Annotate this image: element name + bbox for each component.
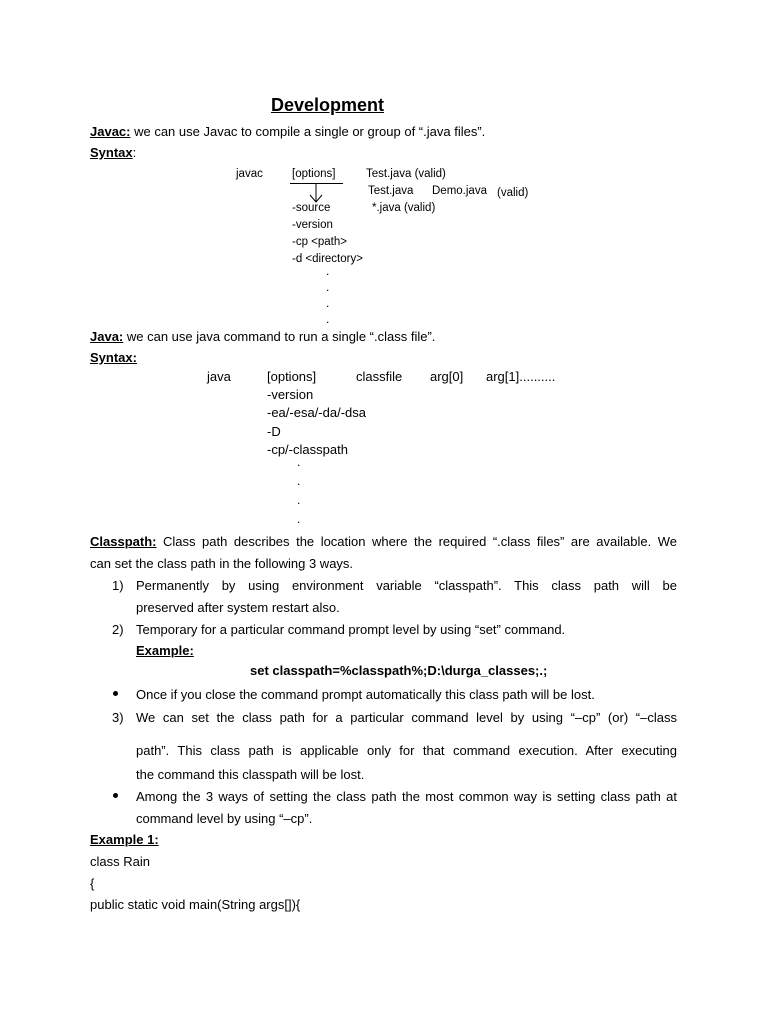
java-label: Java: xyxy=(90,329,124,344)
javac-syntax-heading xyxy=(90,145,136,160)
java-continuation-dot: . xyxy=(297,474,301,488)
javac-paragraph xyxy=(90,124,485,139)
list-number: 1) xyxy=(112,578,124,593)
javac-description: we can use Javac to compile a single or group of “.java files”. xyxy=(130,124,486,139)
javac-continuation-dot: . xyxy=(326,312,330,326)
javac-options-label: [options] xyxy=(292,168,336,180)
java-option-version: -version xyxy=(267,387,314,402)
list-item-1-line1: Permanently by using environment variable “classpath”. This class path will be xyxy=(136,578,677,593)
java-classfile-label: classfile xyxy=(356,369,403,384)
javac-continuation-dot: . xyxy=(326,296,330,310)
javac-file-test-valid: Test.java (valid) xyxy=(366,168,446,180)
java-command: java xyxy=(207,369,231,384)
classpath-paragraph-line2: can set the class path in the following 3 ways. xyxy=(90,556,354,571)
code-line: { xyxy=(90,876,95,891)
javac-option-cp: -cp <path> xyxy=(292,236,347,248)
java-arg1-label: arg[1].......... xyxy=(486,369,556,384)
list-item-3-line1: We can set the class path for a particular command level by using “–cp” (or) “–class xyxy=(136,710,677,725)
classpath-description: Class path describes the location where the required “.class files” are available. We xyxy=(156,534,677,549)
java-continuation-dot: . xyxy=(297,455,301,469)
java-syntax-label: Syntax: xyxy=(90,350,137,365)
list-number: 3) xyxy=(112,710,124,725)
javac-label: Javac: xyxy=(90,124,131,139)
javac-option-version: -version xyxy=(292,219,333,231)
list-number: 2) xyxy=(112,622,124,637)
bullet-dot xyxy=(113,793,118,798)
list-item-2-line1: Temporary for a particular command prompt level by using “set” command. xyxy=(136,622,566,637)
javac-option-source: -source xyxy=(292,202,331,214)
java-options-label: [options] xyxy=(267,369,317,384)
javac-continuation-dot: . xyxy=(326,280,330,294)
example-set-classpath-command: set classpath=%classpath%;D:\durga_classes;.; xyxy=(250,663,548,678)
javac-syntax-label: Syntax xyxy=(90,145,133,160)
code-line: public static void main(String args[]){ xyxy=(90,897,301,912)
java-option-classpath: -cp/-classpath xyxy=(267,442,348,457)
classpath-label: Classpath: xyxy=(90,534,157,549)
example-label: Example: xyxy=(136,643,194,658)
example1-label: Example 1: xyxy=(90,832,159,847)
bullet-dot xyxy=(113,691,118,696)
javac-file-demo-valid: (valid) xyxy=(497,187,529,199)
java-option-d: -D xyxy=(267,424,281,439)
java-arg0-label: arg[0] xyxy=(430,369,464,384)
bullet-1-text: Once if you close the command prompt automatically this class path will be lost. xyxy=(136,687,595,702)
page-title: Development xyxy=(271,95,385,115)
bullet-2-line2: command level by using “–cp”. xyxy=(136,811,313,826)
java-continuation-dot: . xyxy=(297,493,301,507)
list-item-3-line2: path”. This class path is applicable only for that command execution. After executing xyxy=(136,743,677,758)
javac-file-wildcard: *.java (valid) xyxy=(372,202,436,214)
java-description: we can use java command to run a single “.class file”. xyxy=(123,329,436,344)
javac-syntax-colon: : xyxy=(132,145,137,160)
java-option-assertions: -ea/-esa/-da/-dsa xyxy=(267,405,366,420)
code-line: class Rain xyxy=(90,854,150,869)
javac-file-test: Test.java xyxy=(368,185,414,197)
java-paragraph xyxy=(90,329,435,344)
list-item-3-line3: the command this classpath will be lost. xyxy=(136,767,365,782)
javac-continuation-dot: . xyxy=(326,264,330,278)
java-continuation-dot: . xyxy=(297,512,301,526)
javac-file-demo: Demo.java xyxy=(432,185,487,197)
javac-command: javac xyxy=(236,168,263,180)
list-item-1-line2: preserved after system restart also. xyxy=(136,600,340,615)
bullet-2-line1: Among the 3 ways of setting the class path the most common way is setting class path at xyxy=(136,789,677,804)
classpath-paragraph-line1 xyxy=(90,534,677,549)
javac-option-d: -d <directory> xyxy=(292,253,363,265)
